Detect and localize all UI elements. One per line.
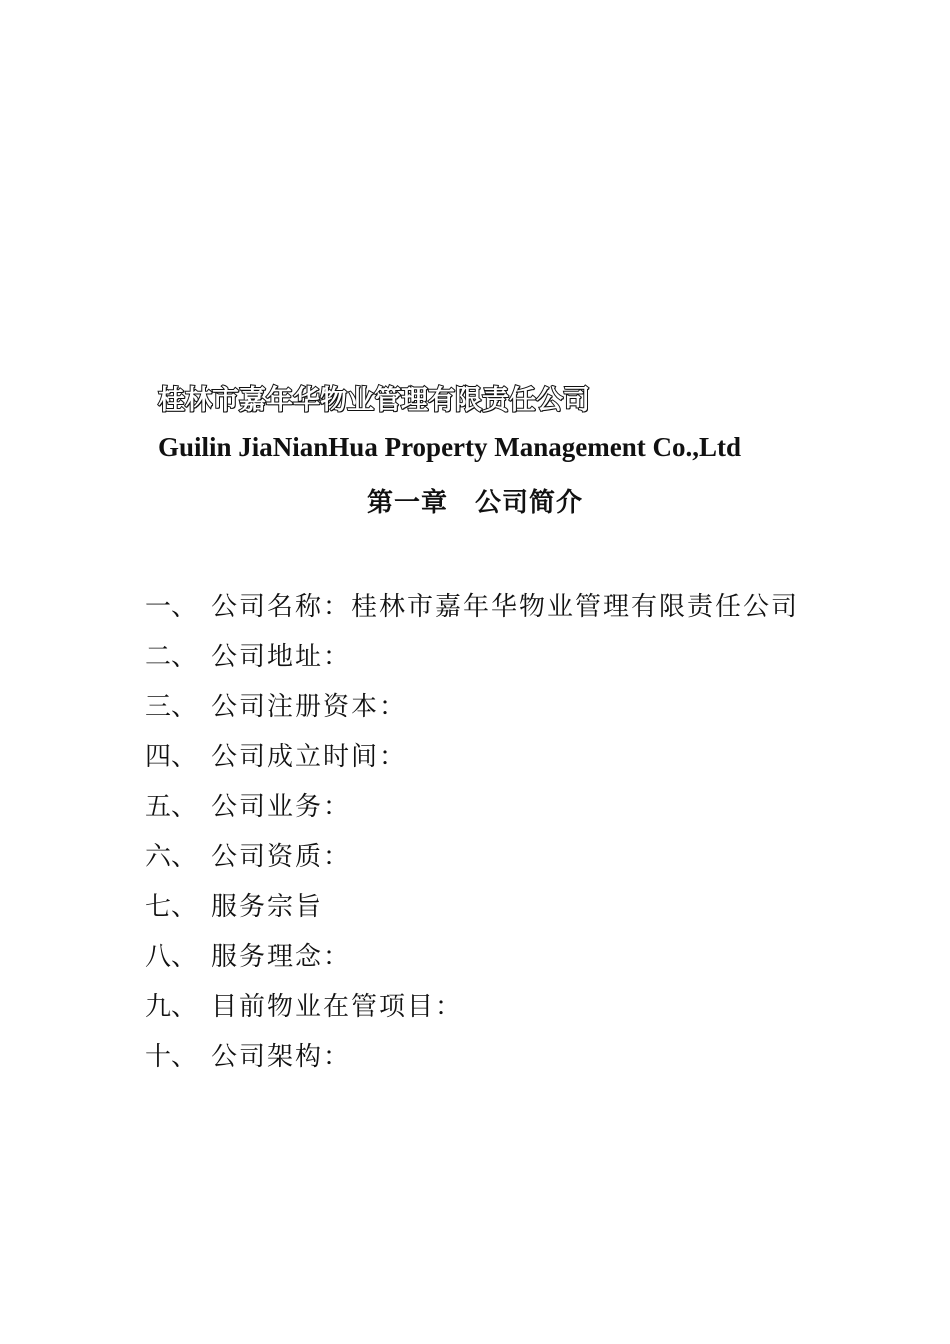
section-number: 一、 bbox=[145, 592, 198, 622]
list-item bbox=[145, 632, 810, 682]
company-name-cn: 桂林市嘉年华物业管理有限责任公司 bbox=[158, 385, 590, 416]
section-number: 六、 bbox=[145, 842, 198, 872]
section-text: 公司地址： bbox=[211, 642, 352, 672]
section-text: 目前物业在管项目： bbox=[211, 992, 464, 1022]
list-item bbox=[145, 932, 810, 982]
section-text: 公司注册资本： bbox=[211, 692, 408, 722]
section-number: 二、 bbox=[145, 642, 198, 672]
section-text: 服务理念： bbox=[211, 942, 352, 972]
section-list bbox=[145, 582, 810, 1082]
list-item bbox=[145, 1032, 810, 1082]
section-number: 九、 bbox=[145, 992, 198, 1022]
section-number: 八、 bbox=[145, 942, 198, 972]
section-number: 三、 bbox=[145, 692, 198, 722]
section-text-inner: 公司名称：桂林市嘉年华物业管理有限责任公司 bbox=[211, 592, 800, 622]
section-text: 公司成立时间： bbox=[211, 742, 408, 772]
list-item bbox=[145, 882, 810, 932]
section-text: 公司资质： bbox=[211, 842, 352, 872]
list-item bbox=[145, 982, 810, 1032]
chapter-title: 第一章 公司简介 bbox=[366, 488, 583, 518]
list-item bbox=[145, 782, 810, 832]
list-item bbox=[145, 682, 810, 732]
section-number: 十、 bbox=[145, 1042, 198, 1072]
list-item bbox=[145, 832, 810, 882]
section-number: 五、 bbox=[145, 792, 198, 822]
section-text: 公司业务： bbox=[211, 792, 352, 822]
company-name-en: Guilin JiaNianHua Property Management Co.,Ltd bbox=[158, 432, 742, 462]
section-text: 公司架构： bbox=[211, 1042, 352, 1072]
section-text: 服务宗旨 bbox=[211, 892, 324, 922]
list-item bbox=[145, 582, 810, 632]
section-number: 七、 bbox=[145, 892, 198, 922]
section-number: 四、 bbox=[145, 742, 198, 772]
section-text bbox=[201, 582, 810, 632]
list-item bbox=[145, 732, 810, 782]
